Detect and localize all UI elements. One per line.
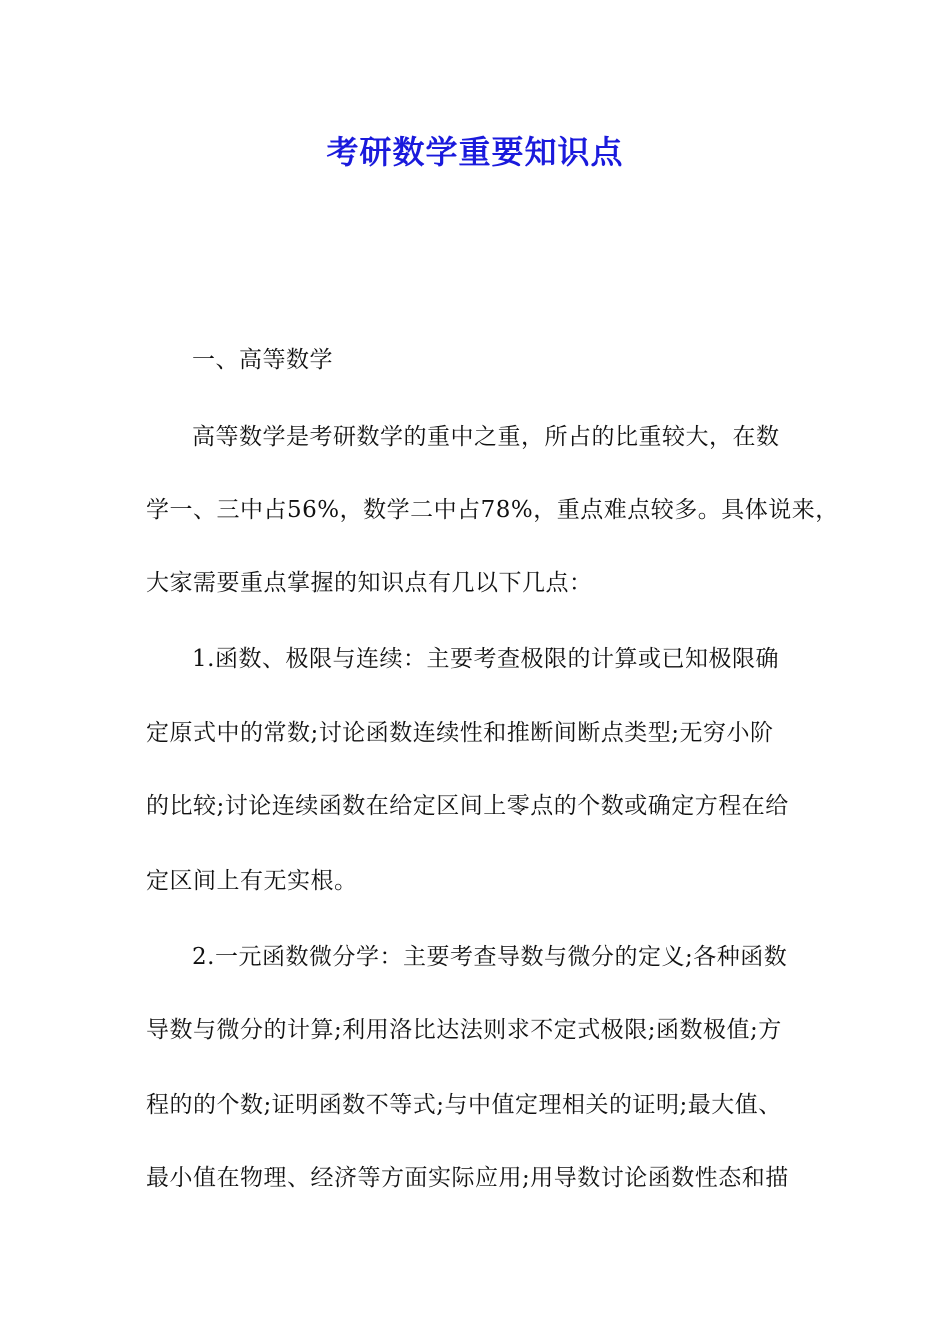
paragraph-line: 定原式中的常数;讨论函数连续性和推断间断点类型;无穷小阶 xyxy=(146,720,774,746)
section-heading: 一、高等数学 xyxy=(192,347,333,373)
paragraph-line: 大家需要重点掌握的知识点有几以下几点： xyxy=(146,570,593,596)
paragraph-line: 1.函数、极限与连续：主要考查极限的计算或已知极限确 xyxy=(192,646,779,672)
paragraph-line: 学一、三中占56%，数学二中占78%，重点难点较多。具体说来， xyxy=(146,497,839,523)
document-title: 考研数学重要知识点 xyxy=(326,133,624,171)
paragraph-line: 导数与微分的计算;利用洛比达法则求不定式极限;函数极值;方 xyxy=(146,1017,782,1043)
paragraph-line: 2.一元函数微分学：主要考查导数与微分的定义;各种函数 xyxy=(192,944,788,970)
paragraph-line: 高等数学是考研数学的重中之重，所占的比重较大，在数 xyxy=(192,424,780,450)
paragraph-line: 的比较;讨论连续函数在给定区间上零点的个数或确定方程在给 xyxy=(146,793,789,819)
paragraph-line: 定区间上有无实根。 xyxy=(146,868,358,894)
document-body xyxy=(146,0,839,1344)
paragraph-line: 最小值在物理、经济等方面实际应用;用导数讨论函数性态和描 xyxy=(146,1165,789,1191)
paragraph-line: 程的的个数;证明函数不等式;与中值定理相关的证明;最大值、 xyxy=(146,1092,782,1118)
